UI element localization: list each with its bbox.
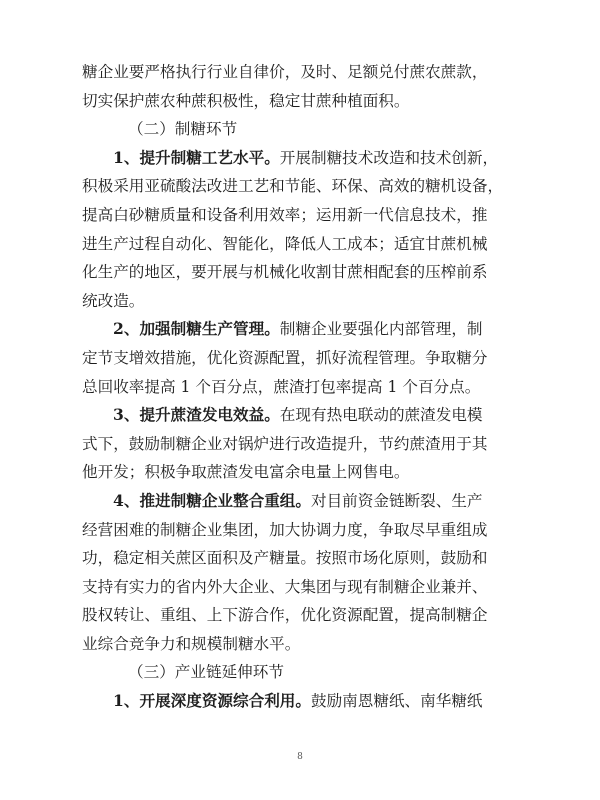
item5-text: 鼓励南恩糖纸、南华糖纸 xyxy=(310,692,483,711)
item1-line-2: 积极采用亚硫酸法改进工艺和节能、环保、高效的糖机设备， xyxy=(82,177,504,196)
item1-line-5: 化生产的地区，要开展与机械化收割甘蔗相配套的压榨前系 xyxy=(82,263,488,282)
section-heading-industry-chain: （三）产业链延伸环节 xyxy=(128,663,284,682)
item4-line-4: 支持有实力的省内外大企业、大集团与现有制糖企业兼并、 xyxy=(82,577,488,596)
item4-line-2: 经营困难的制糖企业集团，加大协调力度，争取尽早重组成 xyxy=(82,520,488,539)
item4-title: 4、推进制糖企业整合重组。 xyxy=(113,490,311,510)
item3-line-3: 他开发；积极争取蔗渣发电富余电量上网售电。 xyxy=(82,463,410,482)
item4-line-5: 股权转让、重组、上下游合作，优化资源配置，提高制糖企 xyxy=(82,606,488,625)
item1-line-1 xyxy=(82,144,522,173)
item3-title: 3、提升蔗渣发电效益。 xyxy=(113,405,280,425)
item1-text: 开展制糖技术改造和技术创新， xyxy=(279,148,499,167)
section-heading-production: （二）制糖环节 xyxy=(128,120,238,139)
item2-line-3: 总回收率提高 1 个百分点，蔗渣打包率提高 1 个百分点。 xyxy=(82,377,481,396)
item2-text: 制糖企业要强化内部管理，制 xyxy=(279,320,483,339)
item1-title: 1、提升制糖工艺水平。 xyxy=(113,147,280,167)
item5-title: 1、开展深度资源综合利用。 xyxy=(113,691,311,711)
page-number: 8 xyxy=(297,752,303,762)
item4-line-6: 业综合竞争力和规模制糖水平。 xyxy=(82,634,301,653)
item4-line-1 xyxy=(82,487,522,516)
item3-text: 在现有热电联动的蔗渣发电模 xyxy=(279,406,483,425)
item4-line-3: 功，稳定相关蔗区面积及产糖量。按照市场化原则，鼓励和 xyxy=(82,549,488,568)
intro-line-2: 切实保护蔗农种蔗积极性，稳定甘蔗种植面积。 xyxy=(82,91,410,110)
item1-line-6: 统改造。 xyxy=(82,291,145,310)
intro-line-1: 糖企业要严格执行行业自律价，及时、足额兑付蔗农蔗款， xyxy=(82,63,488,81)
item3-line-1 xyxy=(82,401,522,430)
item2-line-1 xyxy=(82,315,522,344)
item5-line-1 xyxy=(82,687,522,716)
item1-line-3: 提高白砂糖质量和设备利用效率；运用新一代信息技术，推 xyxy=(82,205,488,224)
item1-line-4: 进生产过程自动化、智能化，降低人工成本；适宜甘蔗机械 xyxy=(82,234,488,253)
body-text xyxy=(82,58,522,716)
item4-text: 对目前资金链断裂、生产 xyxy=(310,491,483,510)
item2-title: 2、加强制糖生产管理。 xyxy=(113,319,280,339)
item3-line-2: 式下，鼓励制糖企业对锅炉进行改造提升，节约蔗渣用于其 xyxy=(82,434,488,453)
item2-line-2: 定节支增效措施，优化资源配置，抓好流程管理。争取糖分 xyxy=(82,348,488,367)
